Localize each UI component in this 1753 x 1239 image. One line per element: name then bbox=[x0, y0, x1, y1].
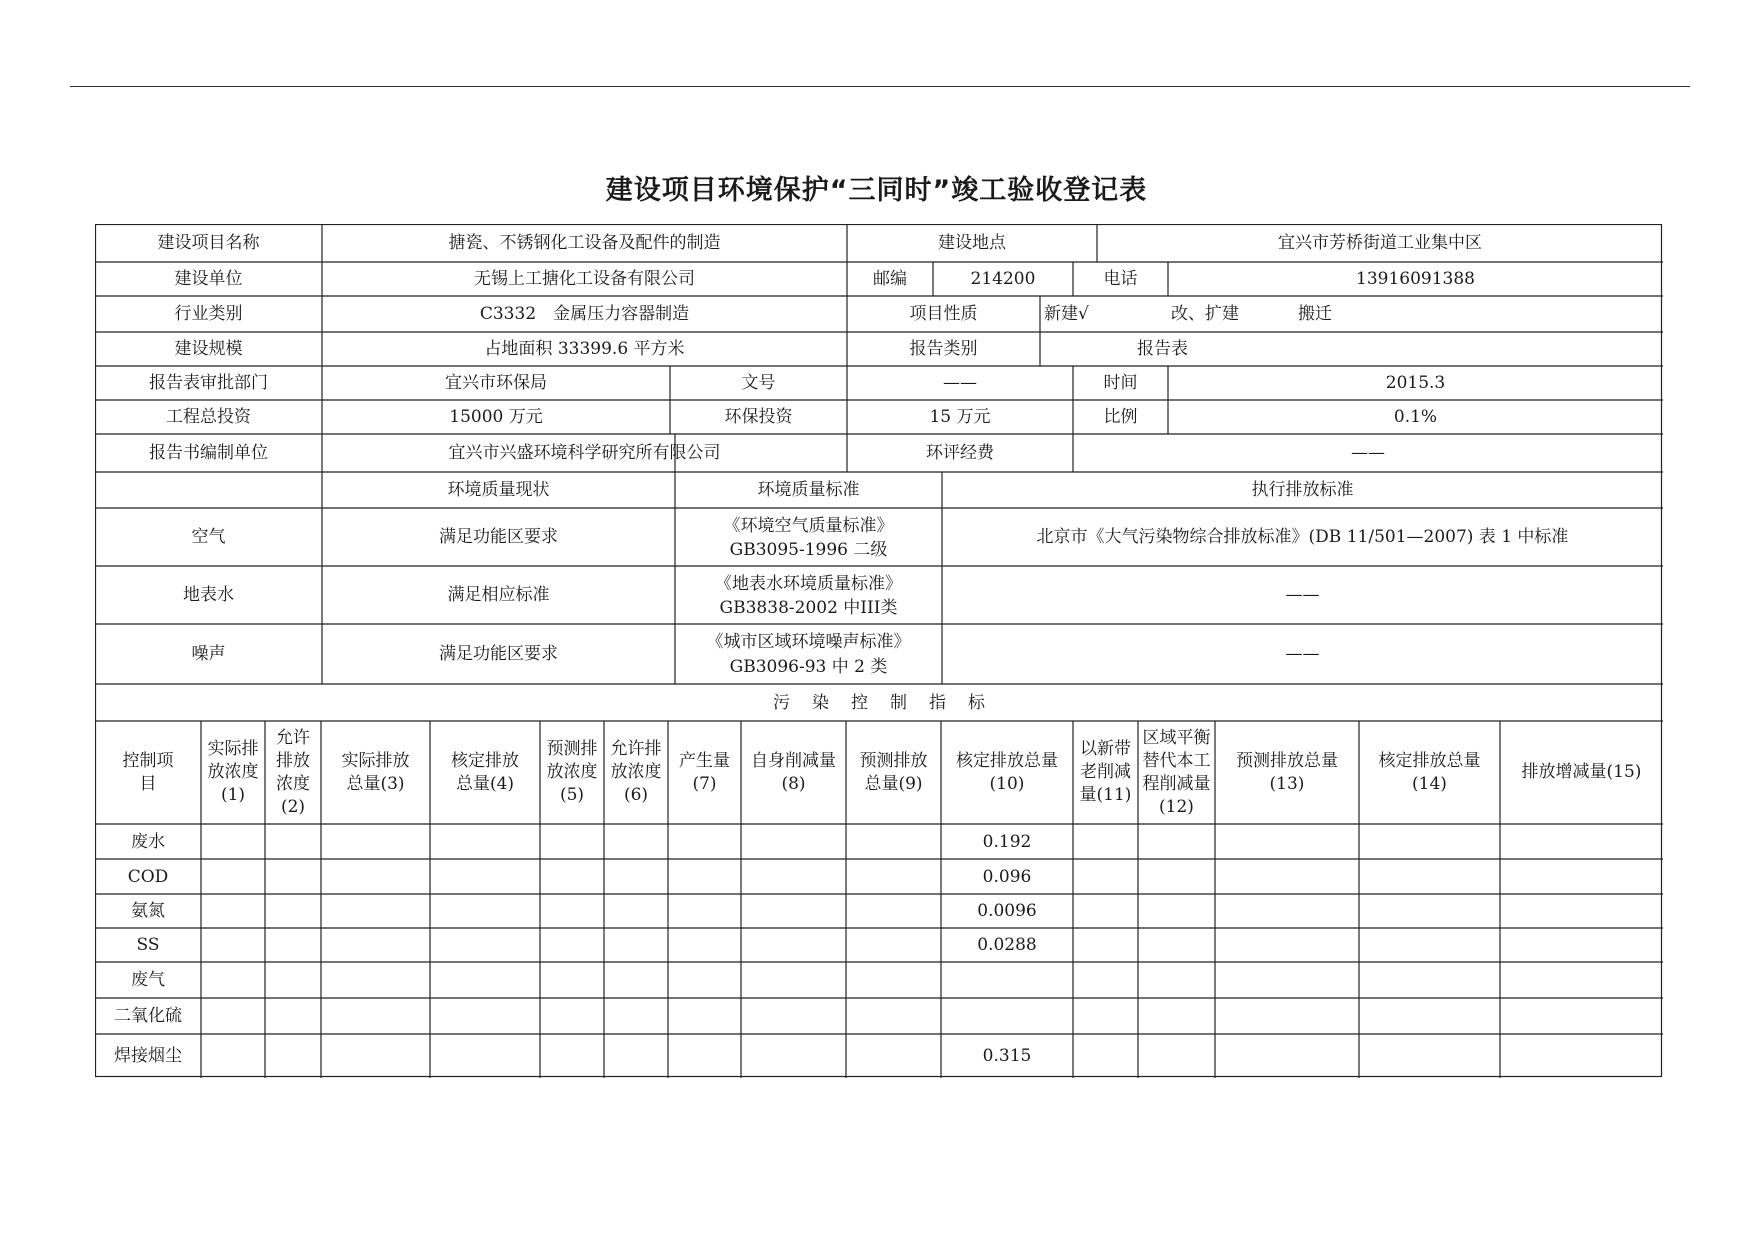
env-invest: 15 万元 bbox=[929, 407, 991, 427]
pol-header-7: 允许排放浓度(6) bbox=[610, 739, 662, 805]
label-industry: 行业类别 bbox=[174, 304, 243, 324]
label-time: 时间 bbox=[1103, 373, 1138, 393]
env-emission-water: —— bbox=[1285, 585, 1320, 605]
pol-header-9: 自身削减量(8) bbox=[751, 750, 836, 794]
pol-header-8: 产生量(7) bbox=[679, 750, 730, 794]
label-prep: 报告书编制单位 bbox=[149, 443, 268, 463]
pol-header-1: 控制项目 bbox=[122, 750, 174, 794]
time: 2015.3 bbox=[1385, 373, 1446, 393]
scale: 占地面积 33399.6 平方米 bbox=[484, 339, 685, 359]
pol-header-6: 预测排放浓度(5) bbox=[546, 739, 598, 805]
pol-header-16: 排放增减量(15) bbox=[1521, 762, 1642, 782]
nature-expand: 改、扩建 bbox=[1171, 304, 1239, 324]
env-std-water-code: GB3838-2002 中III类 bbox=[719, 597, 898, 618]
env-std-noise-code: GB3096-93 中 2 类 bbox=[729, 657, 888, 677]
env-item-noise: 噪声 bbox=[191, 644, 226, 664]
pol-row-total: 0.096 bbox=[982, 866, 1032, 887]
env-item-water: 地表水 bbox=[183, 585, 234, 605]
postcode: 214200 bbox=[970, 269, 1036, 289]
invest: 15000 万元 bbox=[449, 407, 543, 427]
env-status-water: 满足相应标准 bbox=[447, 585, 550, 605]
pol-row-total bbox=[941, 998, 1073, 1034]
pol-row-total: 0.315 bbox=[982, 1046, 1032, 1066]
unit: 无锡上工搪化工设备有限公司 bbox=[474, 269, 695, 289]
label-scale: 建设规模 bbox=[174, 339, 243, 359]
env-std-air-name: 《环境空气质量标准》 bbox=[723, 515, 894, 536]
env-header-standard: 环境质量标准 bbox=[757, 480, 860, 500]
env-status-air: 满足功能区要求 bbox=[439, 527, 558, 547]
env-emission-noise: —— bbox=[1285, 644, 1320, 664]
pol-row-item: 废水 bbox=[131, 831, 165, 852]
label-phone: 电话 bbox=[1103, 269, 1138, 289]
nature-move: 搬迁 bbox=[1298, 304, 1332, 324]
env-std-noise-name: 《城市区域环境噪声标准》 bbox=[706, 632, 911, 652]
pol-row-total bbox=[941, 962, 1073, 998]
approval: 宜兴市环保局 bbox=[445, 373, 547, 393]
env-item-air: 空气 bbox=[191, 527, 226, 547]
industry: C3332 金属压力容器制造 bbox=[479, 304, 690, 324]
label-env-invest: 环保投资 bbox=[724, 407, 793, 427]
label-unit: 建设单位 bbox=[174, 269, 243, 289]
env-emission-air: 北京市《大气污染物综合排放标准》(DB 11/501—2007) 表 1 中标准 bbox=[1036, 527, 1569, 547]
location: 宜兴市芳桥街道工业集中区 bbox=[1278, 233, 1482, 253]
pol-row-item: 废气 bbox=[131, 970, 165, 990]
label-location: 建设地点 bbox=[938, 233, 1006, 253]
pol-header-5: 核定排放总量(4) bbox=[451, 750, 519, 794]
pol-header-11: 核定排放总量(10) bbox=[956, 750, 1058, 794]
pol-row-total: 0.0096 bbox=[977, 901, 1037, 921]
label-invest: 工程总投资 bbox=[166, 407, 251, 427]
pol-row-total: 0.192 bbox=[982, 831, 1032, 852]
ratio: 0.1% bbox=[1393, 407, 1438, 427]
label-nature: 项目性质 bbox=[909, 304, 978, 324]
pol-row-item: SS bbox=[136, 935, 160, 955]
pol-row-item: COD bbox=[127, 866, 169, 887]
env-header-status: 环境质量现状 bbox=[447, 480, 550, 500]
env-std-air-code: GB3095-1996 二级 bbox=[729, 539, 888, 560]
pol-row-total: 0.0288 bbox=[977, 935, 1037, 955]
pol-header-12: 以新带老削减量(11) bbox=[1079, 739, 1132, 805]
eia-fee: —— bbox=[1351, 443, 1385, 463]
nature-new: 新建√ bbox=[1044, 304, 1089, 324]
env-header-emission: 执行排放标准 bbox=[1251, 480, 1354, 500]
registration-form-table bbox=[95, 224, 1663, 1078]
prep: 宜兴市兴盛环境科学研究所有限公司 bbox=[448, 443, 721, 463]
label-docno: 文号 bbox=[741, 373, 776, 393]
label-project-name: 建设项目名称 bbox=[157, 233, 260, 253]
pol-header-4: 实际排放总量(3) bbox=[341, 750, 410, 794]
label-report-type: 报告类别 bbox=[909, 339, 978, 359]
pol-header-3: 允许排放浓度(2) bbox=[276, 727, 310, 817]
pol-header-13: 区域平衡替代本工程削减量(12) bbox=[1142, 727, 1211, 817]
report-type: 报告表 bbox=[1137, 339, 1188, 359]
label-eia-fee: 环评经费 bbox=[926, 443, 994, 463]
pol-header-15: 核定排放总量(14) bbox=[1378, 750, 1481, 794]
project-name: 搪瓷、不锈钢化工设备及配件的制造 bbox=[448, 233, 721, 253]
pol-row-item: 二氧化硫 bbox=[114, 1006, 182, 1026]
pol-row-item: 焊接烟尘 bbox=[114, 1046, 182, 1066]
label-ratio: 比例 bbox=[1103, 407, 1138, 427]
pol-header-14: 预测排放总量(13) bbox=[1236, 750, 1338, 794]
label-approval: 报告表审批部门 bbox=[149, 373, 268, 393]
page-title: 建设项目环境保护“三同时”竣工验收登记表 bbox=[605, 175, 1148, 206]
docno: —— bbox=[943, 373, 977, 393]
env-status-noise: 满足功能区要求 bbox=[439, 644, 558, 664]
pol-header-2: 实际排放浓度(1) bbox=[207, 739, 259, 805]
pollution-title: 污染控制指标 bbox=[773, 692, 1007, 713]
pol-header-10: 预测排放总量(9) bbox=[859, 750, 928, 794]
pol-row-item: 氨氮 bbox=[131, 901, 165, 921]
label-postcode: 邮编 bbox=[873, 269, 907, 289]
phone: 13916091388 bbox=[1356, 269, 1475, 289]
env-std-water-name: 《地表水环境质量标准》 bbox=[715, 573, 902, 594]
header-rule bbox=[70, 86, 1690, 87]
